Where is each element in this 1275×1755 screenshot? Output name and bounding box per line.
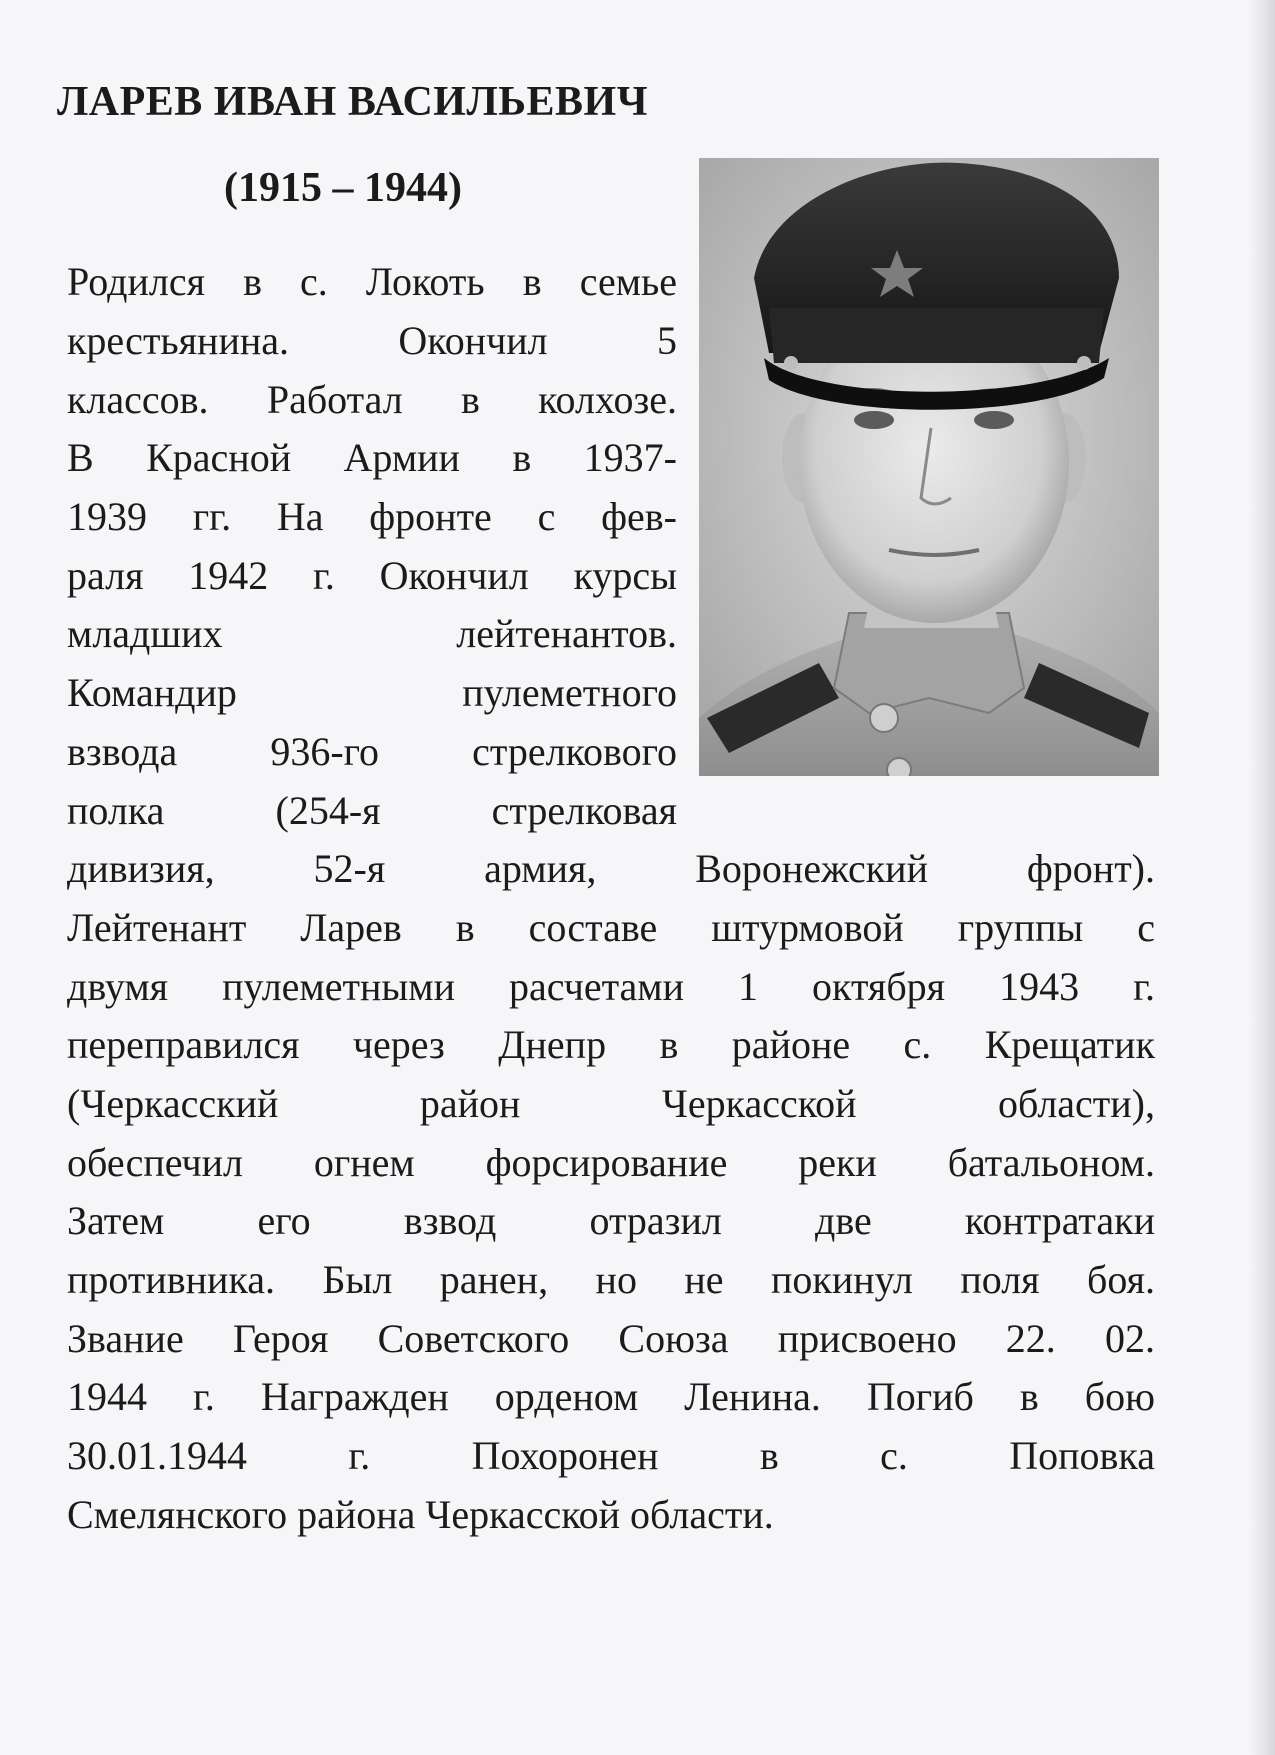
bio-line: взвода 936-го стрелкового <box>67 729 677 774</box>
page-edge-shadow <box>1249 0 1275 1755</box>
bio-line: Затем его взвод отразил две контратаки <box>67 1198 1155 1243</box>
bio-line: младших лейтенантов. <box>67 611 677 656</box>
portrait-photo <box>699 158 1159 776</box>
bio-line: переправился через Днепр в районе с. Крещатик <box>67 1022 1155 1067</box>
life-years: (1915 – 1944) <box>224 165 462 211</box>
bio-line: 1939 гг. На фронте с фев- <box>67 494 677 539</box>
bio-line: Родился в с. Локоть в семье <box>67 259 677 304</box>
bio-line: дивизия, 52-я армия, Воронежский фронт). <box>67 846 1155 891</box>
bio-line: Командир пулеметного <box>67 670 677 715</box>
bio-line: Лейтенант Ларев в составе штурмовой группы с <box>67 905 1155 950</box>
bio-line: обеспечил огнем форсирование реки батальоном. <box>67 1140 1155 1185</box>
portrait-illustration <box>699 158 1159 776</box>
bio-line: (Черкасский район Черкасской области), <box>67 1081 1155 1126</box>
bio-line: двумя пулеметными расчетами 1 октября 1943 г. <box>67 964 1155 1009</box>
bio-line: Звание Героя Советского Союза присвоено 22. 02. <box>67 1316 1155 1361</box>
bio-line: раля 1942 г. Окончил курсы <box>67 553 677 598</box>
bio-line: противника. Был ранен, но не покинул поля боя. <box>67 1257 1155 1302</box>
bio-line: крестьянина. Окончил 5 <box>67 318 677 363</box>
bio-line: полка (254-я стрелковая <box>67 788 677 833</box>
bio-line: 1944 г. Награжден орденом Ленина. Погиб в бою <box>67 1374 1155 1419</box>
bio-line: 30.01.1944 г. Похоронен в с. Поповка <box>67 1433 1155 1478</box>
bio-line-last: Смелянского района Черкасской области. <box>67 1492 774 1537</box>
bio-line: классов. Работал в колхозе. <box>67 377 677 422</box>
bio-line: В Красной Армии в 1937- <box>67 435 677 480</box>
person-name-heading: ЛАРЕВ ИВАН ВАСИЛЬЕВИЧ <box>57 79 649 125</box>
